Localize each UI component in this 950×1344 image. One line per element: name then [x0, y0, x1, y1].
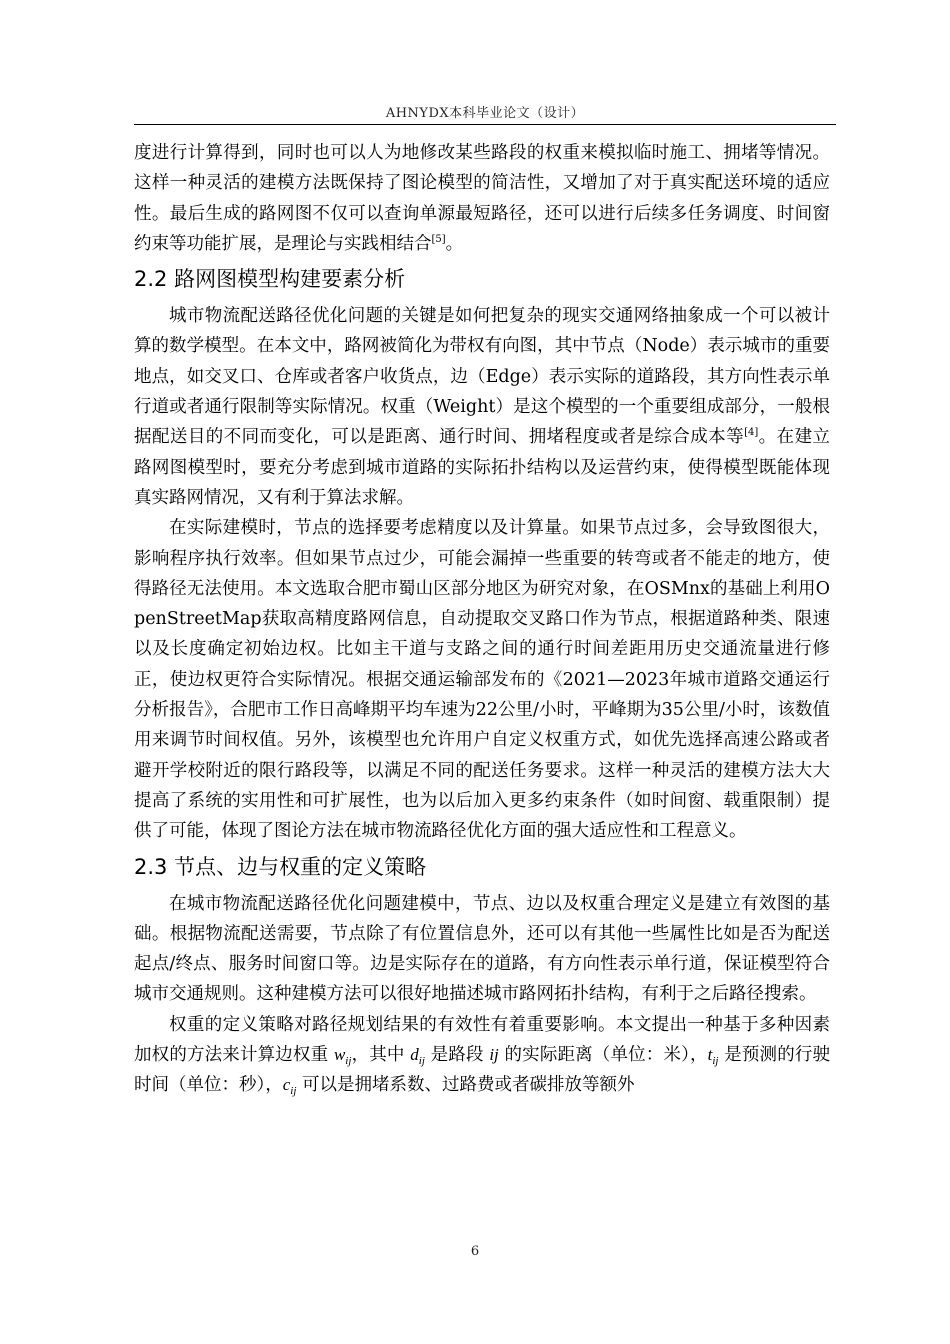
- citation-5: [5]: [431, 234, 446, 246]
- math-base: w: [333, 1045, 346, 1065]
- math-d-ij: [410, 1045, 425, 1068]
- intro-paragraph: [134, 138, 830, 259]
- section-heading-2-3: 2.3 节点、边与权重的定义策略: [134, 854, 427, 879]
- math-c-ij: [282, 1075, 297, 1098]
- section-2-2-paragraph-2: 在实际建模时，节点的选择要考虑精度以及计算量。如果节点过多，会导致图很大，影响程序执行效率。但如果节点过少，可能会漏掉一些重要的转弯或者不能走的地方，使得路径无法使用。本文选取合肥市蜀山区部分地区为研究对象，在OSMnx的基础上利用OpenStreetMap获取高精度路网信息，自动提取交叉路口作为节点，根据道路种类、限速以及长度确定初始边权。比如主干道与支路之间的通行时间差距用历史交通流量进行修正，使边权更符合实际情况。根据交通运输部发布的《2021—2023年城市道路交通运行分析报告》，合肥市工作日高峰期平均车速为22公里/小时，平峰期为35公里/小时，该数值用来调节时间权值。另外，该模型也允许用户自定义权重方式，如优先选择高速公路或者避开学校附近的限行路段等，以满足不同的配送任务要求。这样一种灵活的建模方法大大提高了系统的实用性和可扩展性，也为以后加入更多约束条件（如时间窗、载重限制）提供了可能，体现了图论方法在城市物流路径优化方面的强大适应性和工程意义。: [134, 518, 830, 842]
- math-base: t: [707, 1045, 713, 1065]
- math-subscript: ij: [712, 1055, 719, 1068]
- citation-4: [4]: [744, 427, 759, 439]
- running-header: AHNYDX本科毕业论文（设计）: [385, 106, 585, 121]
- math-w-ij: [333, 1045, 352, 1068]
- math-t-ij: [707, 1045, 719, 1068]
- section-2-3-paragraph-2: [134, 1010, 830, 1101]
- section-2-3-paragraph-1: 在城市物流配送路径优化问题建模中，节点、边以及权重合理定义是建立有效图的基础。根据物流配送需要，节点除了有位置信息外，还可以有其他一些属性比如是否为配送起点/终点、服务时间窗口等。边是实际存在的道路，有方向性表示单行道，保证模型符合城市交通规则。这种建模方法可以很好地描述城市路网拓扑结构，有利于之后路径搜索。: [134, 893, 830, 1005]
- section-2-2-paragraph-1: [134, 301, 830, 513]
- math-subscript: ij: [418, 1055, 425, 1068]
- math-ij: ij: [489, 1045, 499, 1065]
- page-body: [134, 138, 830, 1101]
- paragraph-text: 城市物流配送路径优化问题的关键是如何把复杂的现实交通网络抽象成一个可以被计算的数学模型。在本文中，路网被简化为带权有向图，其中节点（Node）表示城市的重要地点，如交叉口、仓库或者客户收货点，边（Edge）表示实际的道路段，其方向性表示单行道或者通行限制等实际情况。权重（Weight）是这个模型的一个重要组成部分，一般根据配送目的不同而变化，可以是距离、通行时间、拥堵程度或者是综合成本等: [134, 306, 830, 448]
- intro-tail: 。: [445, 233, 464, 254]
- page-number: 6: [470, 1244, 480, 1259]
- math-subscript: ij: [345, 1055, 352, 1068]
- paragraph-text: 是路段: [424, 1045, 490, 1066]
- paragraph-text: ，其中: [351, 1045, 411, 1066]
- math-base: d: [410, 1045, 419, 1065]
- math-subscript: ij: [290, 1085, 297, 1098]
- section-heading-2-2: 2.2 路网图模型构建要素分析: [134, 267, 406, 292]
- intro-text: 度进行计算得到，同时也可以人为地修改某些路段的权重来模拟临时施工、拥堵等情况。这样一种灵活的建模方法既保持了图论模型的简洁性，又增加了对于真实配送环境的适应性。最后生成的路网图不仅可以查询单源最短路径，还可以进行后续多任务调度、时间窗约束等功能扩展，是理论与实践相结合: [134, 143, 830, 254]
- paragraph-tail: 。在建立路网图模型时，要充分考虑到城市道路的实际拓扑结构以及运营约束，使得模型既能体现真实路网情况，又有利于算法求解。: [134, 427, 831, 508]
- header-rule: [134, 124, 836, 125]
- paragraph-text: 可以是拥堵系数、过路费或者碳排放等额外: [296, 1075, 635, 1096]
- paragraph-text: 的实际距离（单位：米），: [498, 1045, 708, 1066]
- paragraph-text: 是预测的行驶时间（单位：秒），: [134, 1045, 831, 1096]
- paragraph-text: 权重的定义策略对路径规划结果的有效性有着重要影响。本文提出一种基于多种因素加权的方法来计算边权重: [134, 1014, 830, 1066]
- math-base: c: [282, 1075, 291, 1095]
